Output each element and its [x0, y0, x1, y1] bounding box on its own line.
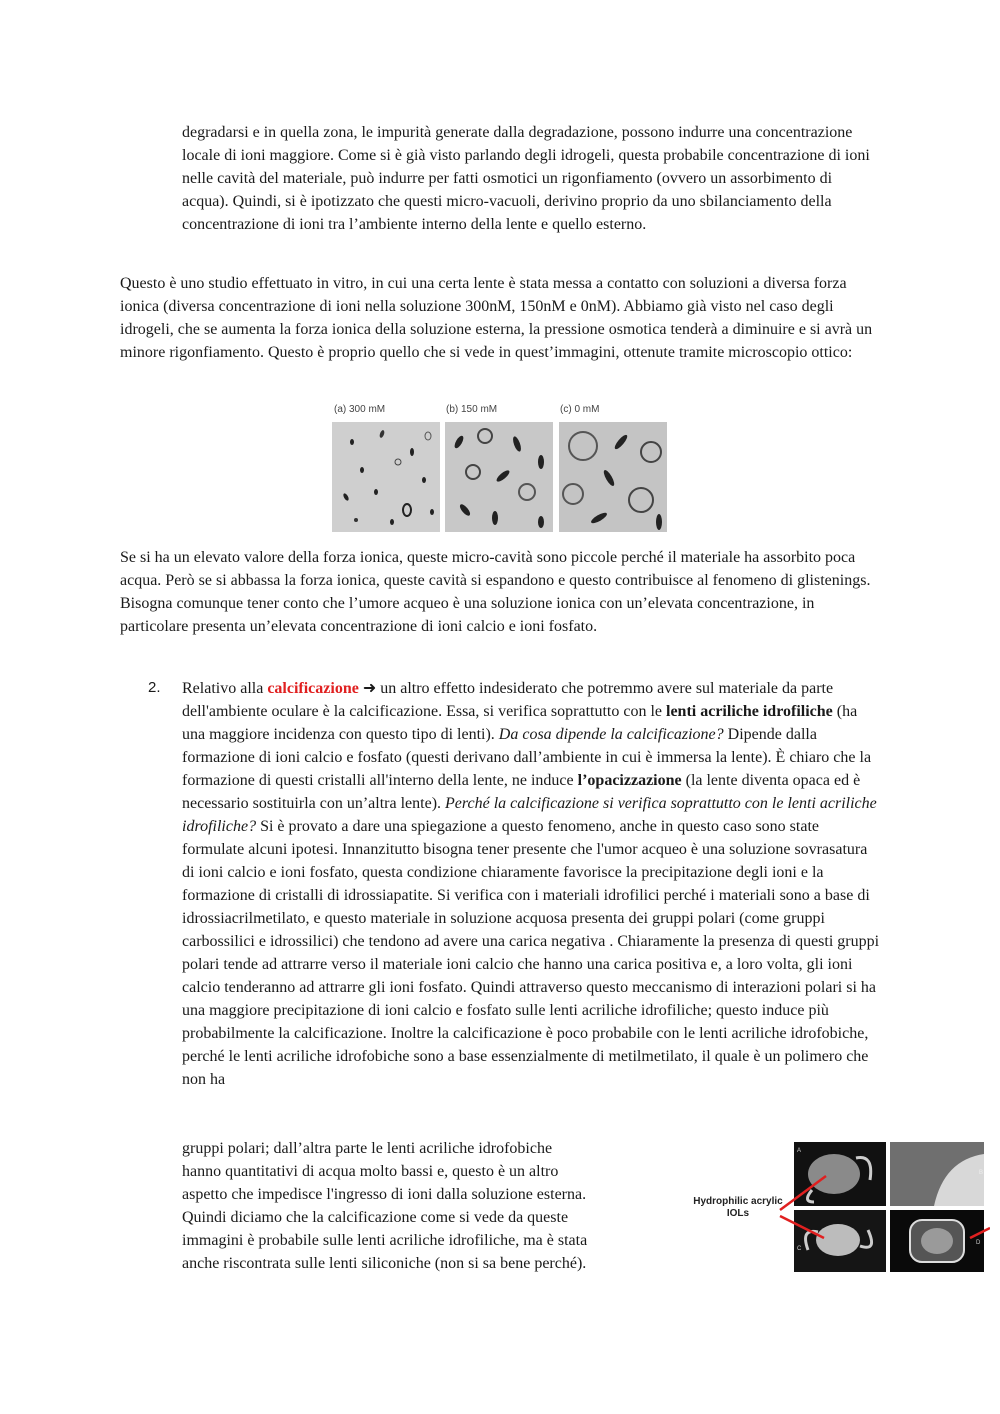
microscope-image-0mm [559, 422, 667, 532]
text-segment: (ha una maggiore incidenza con questo tipo di lenti). [182, 703, 858, 743]
keyword-lenti-acriliche: lenti acriliche idrofiliche [666, 703, 833, 720]
paragraph-calcification-end [182, 1137, 662, 1275]
panel-label-a: (a) 300 mM [334, 404, 386, 415]
paragraph-calcification [182, 677, 882, 1091]
iol-figure-label: Hydrophilic acrylic IOLs [693, 1196, 783, 1219]
text-line: gruppi polari; dall’altra parte le lenti acriliche idrofobiche [182, 1140, 553, 1157]
text-line: aspetto che impedisce l'ingresso di ioni dalla soluzione esterna. [182, 1186, 587, 1203]
text-segment: (la lente diventa opaca ed è necessario sostituirla con un’altra lente). [182, 772, 861, 812]
paragraph-in-vitro-study: Questo è uno studio effettuato in vitro, in cui una certa lente è stata messa a contatto con soluzioni a diversa forza ionica (diversa concentrazione di ioni nella soluzione 300nM, 150nM e 0nM). Abbiamo già visto nel caso degli idrogeli, che se aumenta la forza ionica della soluzione esterna, la pressione osmotica tenderà a diminuire e si avrà un minore rigonfiamento. Questo è proprio quello che si vede in quest’immagini, ottenute tramite microscopio ottico: [120, 275, 873, 361]
microscope-image-150mm [445, 422, 553, 532]
text-segment: ➜ un altro effetto indesiderato che potremmo avere sul materiale da parte dell'ambiente oculare è la calcificazione. Essa, si verifica soprattutto con le [182, 680, 834, 720]
paragraph-degradation: degradarsi e in quella zona, le impurità generate dalla degradazione, possono indurre una concentrazione locale di ioni maggiore. Come si è già visto parlando degli idrogeli, questa probabile concentrazione di ioni nelle cavità del materiale, può indurre per fatti osmotici un rigonfiamento (ovvero un assorbimento di acqua). Quindi, si è ipotizzato che questi micro-vacuoli, derivino proprio da uno sbilanciamento della concentrazione di ioni tra l’ambiente interno della lente e quello esterno. [182, 124, 870, 233]
paragraph-ionic-strength: Se si ha un elevato valore della forza ionica, queste micro-cavità sono piccole perché il materiale ha assorbito poca acqua. Però se si abbassa la forza ionica, queste cavità si espandono e questo contribuisce al fenomeno di glistenings. Bisogna comunque tener conto che l’umore acqueo è una soluzione ionica con un’elevata concentrazione, in particolare presenta un’elevata concentrazione di ioni calcio e ioni fosfato. [120, 549, 871, 635]
text-line: immagini è probabile sulle lenti acriliche idrofiliche, ma è stata [182, 1232, 588, 1249]
list-number: 2. [148, 679, 161, 696]
text-line: hanno quantitativi di acqua molto bassi e, questo è un altro [182, 1163, 559, 1180]
keyword-opacizzazione: l’opacizzazione [577, 772, 682, 789]
microscope-figure [332, 404, 668, 532]
panel-letter-a: A [797, 1148, 802, 1154]
question-why: Perché la calcificazione si verifica soprattutto con le lenti acriliche idrofiliche? [182, 795, 877, 835]
text-segment: Relativo alla [182, 680, 268, 697]
iol-images [684, 1140, 990, 1274]
panel-letter-d: D [976, 1240, 981, 1246]
question-cause: Da cosa dipende la calcificazione? [498, 726, 724, 743]
text-line: Quindi diciamo che la calcificazione come si vede da queste [182, 1209, 569, 1226]
keyword-calcificazione: calcificazione [267, 680, 359, 697]
panel-label-c: (c) 0 mM [560, 404, 600, 415]
iol-figure [684, 1140, 990, 1274]
text-segment: Si è provato a dare una spiegazione a questo fenomeno, anche in questo caso sono state formulate alcuni ipotesi. Innanzitutto bisogna tener presente che l'umor acqueo è una soluzione sovrasatura di ioni calcio e ioni fosfato, questa condizione chiaramente favorisce la precipitazione degli ioni e la formazione di cristalli di idrossiapatite. Si verifica con i materiali idrofilici perché i materiali sono a base di idrossiacrilmetilato, e questo materiale in soluzione acquosa presenta dei gruppi polari (come gruppi carbossilici e idrossilici) che tendono ad avere una carica negativa . Chiaramente la presenza di questi gruppi polari tende ad attrarre verso il materiale ioni calcio che hanno una carica positiva e, a loro volta, gli ioni calcio tenderanno ad attrarre gli ioni fosfato. Quindi attraverso questo meccanismo di interazioni polari si ha una maggiore precipitazione di ioni calcio e fosfato sulle lenti acriliche idrofiliche; questo induce più probabilmente la calcificazione. Inoltre la calcificazione è poco probabile con le lenti acriliche idrofobiche, perché le lenti acriliche idrofobiche sono a base essenzialmente di metilmetilato, il quale è un polimero che non ha [182, 818, 880, 1088]
panel-letter-c: C [797, 1246, 802, 1252]
panel-letter-b: B [979, 1170, 984, 1176]
text-segment: Dipende dalla formazione di ioni calcio e fosfato (questi derivano dall’ambiente in cui è immersa la lente). È chiaro che la formazione di questi cristalli all'interno della lente, ne induce [182, 726, 872, 789]
text-line: anche riscontrata sulle lenti siliconiche (non si sa bene perché). [182, 1255, 587, 1272]
microscope-image-300mm [332, 422, 440, 532]
panel-label-b: (b) 150 mM [446, 404, 498, 415]
